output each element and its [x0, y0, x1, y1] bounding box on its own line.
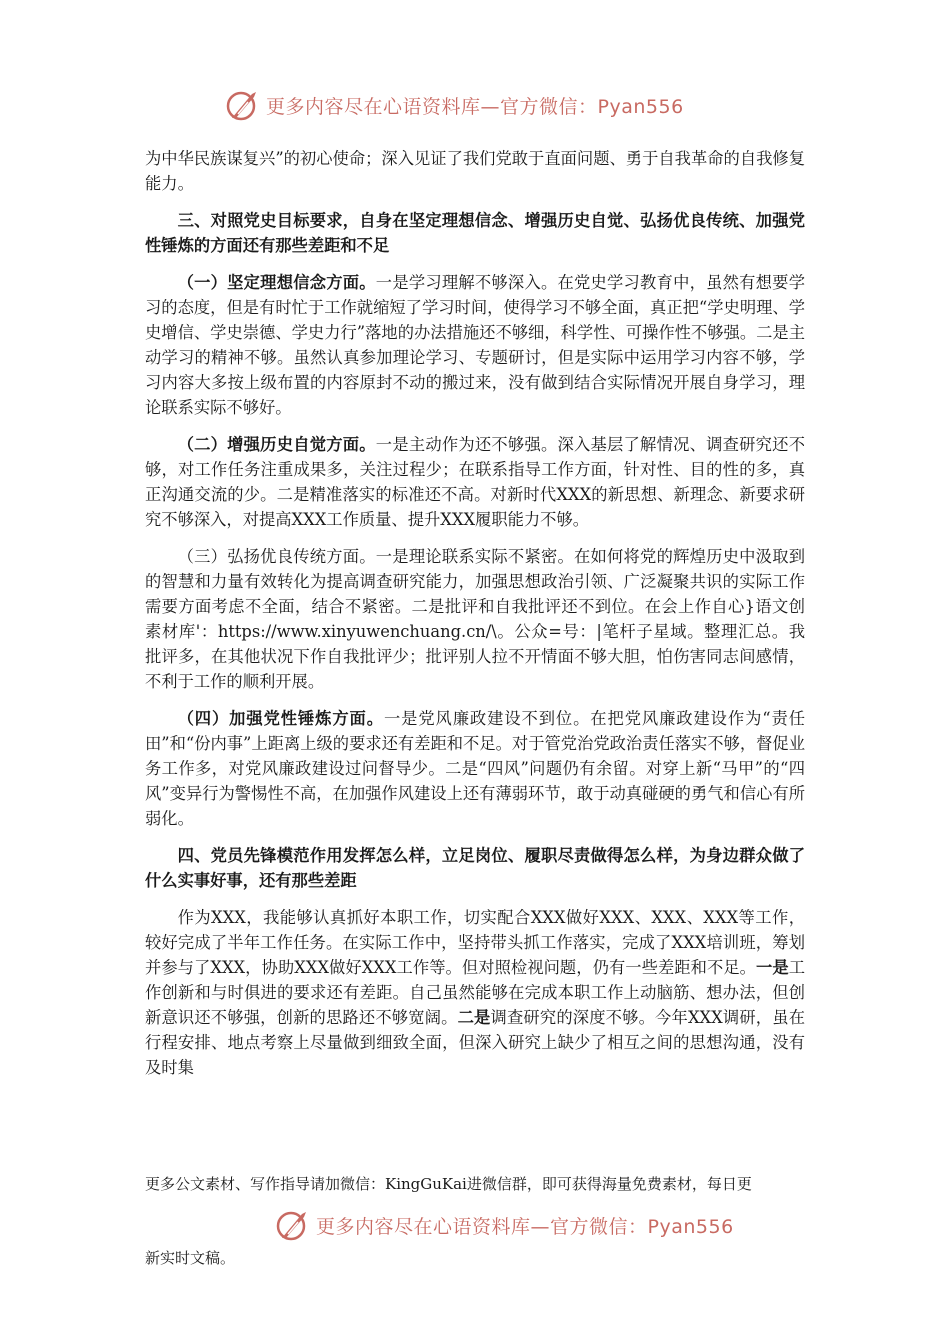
- paragraph-party-spirit: [145, 706, 805, 831]
- footer-logo-text: 更多内容尽在心语资料库—官方微信：Pyan556: [316, 1215, 734, 1238]
- text-party-spirit: 一是党风廉政建设不到位。在把党风廉政建设作为“责任田”和“份内事”上距离上级的要求还有差距和不足。对于管党治党政治责任落实不够，督促业务工作多，对党风廉政建设过问督导少。二是“四风”问题仍有余留。对穿上新“马甲”的“四风”变异行为警惕性不高，在加强作风建设上还有薄弱环节，敢于动真碰硬的勇气和信心有所弱化。: [145, 709, 805, 828]
- paragraph-role: [145, 905, 805, 1080]
- text-ideals: 一是学习理解不够深入。在党史学习教育中，虽然有想要学习的态度，但是有时忙于工作就缩短了学习时间，使得学习不够全面，真正把“学史明理、学史增信、学史崇德、学史力行”落地的办法措施还不够细，科学性、可操作性不够强。二是主动学习的精神不够。虽然认真参加理论学习、专题研讨，但是实际中运用学习内容不够，学习内容大多按上级布置的内容原封不动的搬过来，没有做到结合实际情况开展自身学习，理论联系实际不够好。: [145, 273, 805, 417]
- lead-history: （二）增强历史自觉方面。: [177, 435, 376, 454]
- quill-logo-icon: [276, 1208, 310, 1242]
- header-logo-text: 更多内容尽在心语资料库—官方微信：Pyan556: [266, 95, 684, 118]
- heading-section-4: 四、党员先锋模范作用发挥怎么样，立足岗位、履职尽责做得怎么样，为身边群众做了什么实事好事，还有那些差距: [145, 846, 805, 890]
- heading-section-3: 三、对照党史目标要求，自身在坚定理想信念、增强历史自觉、弘扬优良传统、加强党性锤炼的方面还有那些差距和不足: [145, 211, 805, 255]
- footer-note-line1: 更多公文素材、写作指导请加微信：KingGuKai进微信群，即可获得海量免费素材，每日更: [145, 1175, 752, 1193]
- paragraph-tradition: （三）弘扬优良传统方面。一是理论联系实际不紧密。在如何将党的辉煌历史中汲取到的智慧和力量有效转化为提高调查研究能力，加强思想政治引领、广泛凝聚共识的实际工作需要方面考虑不全面，结合不紧密。二是批评和自我批评还不到位。在会上作自心}语文创素材库'：https://www.xinyuwenchuang.cn/\。公众=号：|笔杆子星域。整理汇总。我批评多，在其他状况下作自我批评少；批评别人拉不开情面不够大胆，怕伤害同志间感情，不利于工作的顺利开展。: [145, 547, 805, 691]
- lead-party-spirit: （四）加强党性锤炼方面。: [177, 709, 384, 728]
- document-body: [145, 146, 805, 1092]
- header-watermark: [226, 88, 684, 122]
- quill-logo-icon: [226, 88, 260, 122]
- paragraph-ideals: [145, 270, 805, 420]
- text-role-intro: 作为XXX，我能够认真抓好本职工作，切实配合XXX做好XXX、XXX、XXX等工作，较好完成了半年工作任务。在实际工作中，坚持带头抓工作落实，完成了XXX培训班，筹划并参与了XXX，协助XXX做好XXX工作等。但对照检视问题，仍有一些差距和不足。: [145, 908, 805, 977]
- lead-ideals: （一）坚定理想信念方面。: [177, 273, 376, 292]
- marker-first: 一是: [756, 958, 789, 977]
- text-role-first: 工作创新和与时俱进的要求还有差距。自己虽然能够在完成本职工作上动脑筋、想办法，但创新意识还不够强，创新的思路还不够宽阔。: [145, 958, 805, 1027]
- paragraph-intro: 为中华民族谋复兴”的初心使命；深入见证了我们党敢于直面问题、勇于自我革命的自我修复能力。: [145, 149, 805, 193]
- text-history: 一是主动作为还不够强。深入基层了解情况、调查研究还不够，对工作任务注重成果多，关注过程少；在联系指导工作方面，针对性、目的性的多，真正沟通交流的少。二是精准落实的标准还不高。对新时代XXX的新思想、新理念、新要求研究不够深入，对提高XXX工作质量、提升XXX履职能力不够。: [145, 435, 805, 529]
- text-role-second: 调查研究的深度不够。今年XXX调研，虽在行程安排、地点考察上尽量做到细致全面，但深入研究上缺少了相互之间的思想沟通，没有及时集: [145, 1008, 805, 1077]
- marker-second: 二是: [457, 1008, 491, 1027]
- footer-note-line2: 新实时文稿。: [145, 1249, 236, 1267]
- paragraph-history: [145, 432, 805, 532]
- footer-watermark: [276, 1208, 734, 1242]
